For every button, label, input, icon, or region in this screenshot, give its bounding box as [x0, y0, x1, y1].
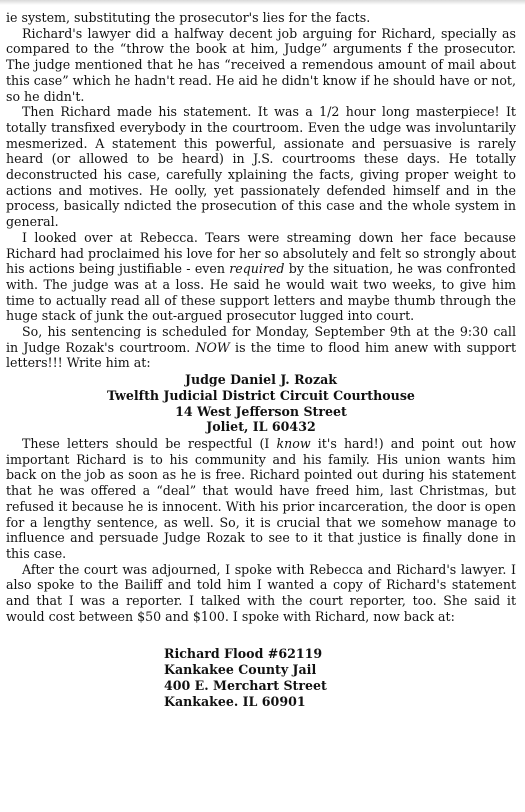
body-text-upper [6, 10, 516, 371]
address-line: Joliet, IL 60432 [206, 419, 316, 435]
paragraph [6, 230, 516, 324]
address-line: 14 West Jefferson Street [175, 403, 347, 419]
text-run: by the situation, he was confronted with. The judge was at a loss. He said he would wait two weeks, to give him time to actually read all of these support letters and maybe thumb through the huge stack of junk the out-argued prosecutor lugged into court. [6, 261, 516, 324]
text-run: Richard's lawyer did a halfway decent job arguing for Richard, specially as compared to the “throw the book at him, Judge” arguments f the prosecutor. The judge mentioned that he has “received a remendous amount of mail about this case” which he hadn't read. He aid he didn't know if he should have or not, so he didn't. [6, 25, 516, 104]
body-text-lower [6, 436, 516, 624]
text-run: it's hard!) and point out how important Richard is to his community and his family. His union wants him back on the job as soon as he is free. Richard pointed out during his statement that he was offered a “deal” that would have freed him, last Christmas, but refused it because he is innocent. With his prior incarceration, the door is open for a lengthy sentence, as well. So, it is crucial that we somehow manage to influence and persuade Judge Rozak to see to it that justice is finally done in this case. [6, 435, 516, 561]
paragraph [6, 324, 516, 371]
paragraph [6, 104, 516, 230]
text-run: I looked over at Rebecca. Tears were streaming down her face because Richard had proclaimed his love for her so absolutely and felt so strongly about his actions being justifiable - even [6, 229, 516, 277]
address-line: Richard Flood #62119 [164, 646, 323, 662]
judge-mailing-address [6, 372, 516, 435]
text-run: After the court was adjourned, I spoke with Rebecca and Richard's lawyer. I also spoke to the Bailiff and told him I wanted a copy of Richard's statement and that I was a reporter. I talked with the court reporter, too. She said it would cost between $50 and $100. I spoke with Richard, now back at: [6, 561, 516, 624]
emphasized-text: know [276, 435, 311, 451]
text-run: is the time to flood him anew with support letters!!! Write him at: [6, 339, 517, 371]
text-run: So, his sentencing is scheduled for Monday, September 9th at the 9:30 call in Judge Rozak's courtroom. [6, 324, 516, 355]
address-line: Kankakee County Jail [164, 662, 317, 678]
paragraph [6, 26, 516, 105]
address-line: Kankakee. IL 60901 [164, 693, 306, 709]
paragraph [6, 436, 516, 562]
text-run: These letters should be respectful (I [22, 435, 277, 451]
paragraph [6, 562, 516, 625]
address-line: Twelfth Judicial District Circuit Courthouse [107, 387, 415, 403]
document-page [0, 10, 522, 810]
page-top-edge [0, 0, 525, 5]
inmate-mailing-address [6, 646, 516, 709]
address-line: Judge Daniel J. Rozak [185, 372, 337, 388]
text-run: ie system, substituting the prosecutor's lies for the facts. [6, 10, 371, 25]
emphasized-text: NOW [195, 339, 230, 355]
paragraph [6, 10, 516, 26]
text-run: Then Richard made his statement. It was a 1/2 hour long masterpiece! It totally transfixed everybody in the courtroom. Even the udge was involuntarily mesmerized. A statement this powerful, assionate and persuasive is rarely heard (or allowed to be heard) in J.S. courtrooms these days. He totally deconstructed his case, carefully xplaining the facts, giving proper weight to actions and motives. He oolly, yet passionately defended himself and in the process, basically ndicted the prosecution of this case and the whole system in general. [6, 104, 516, 230]
address-line: 400 E. Merchart Street [164, 677, 327, 693]
emphasized-text: required [229, 261, 285, 277]
